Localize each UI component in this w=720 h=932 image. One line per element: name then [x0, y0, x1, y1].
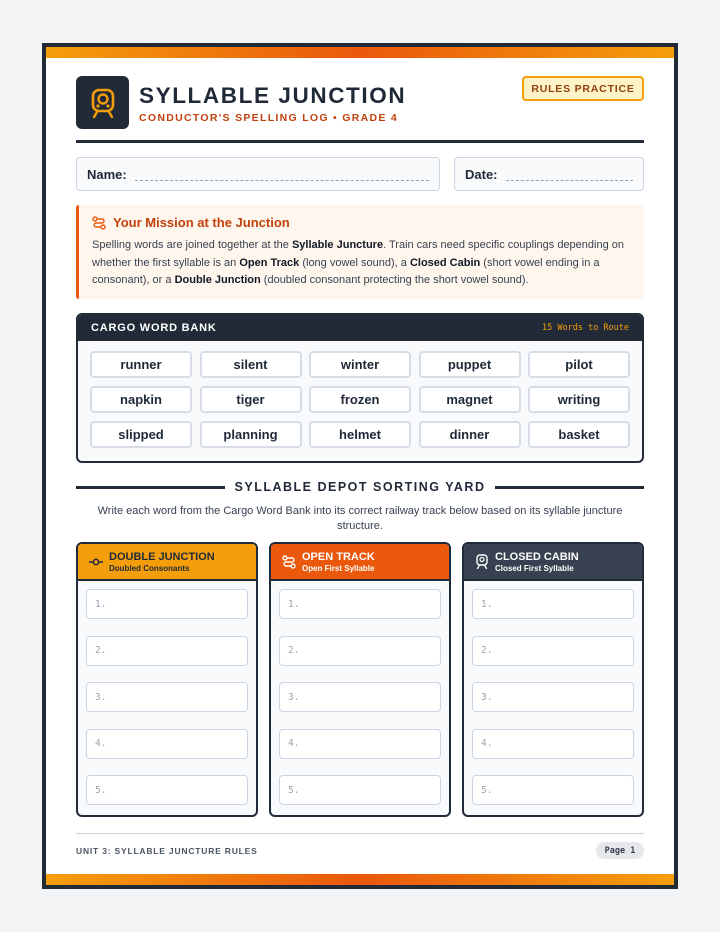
answer-slot[interactable]: 5. [472, 775, 634, 805]
track-closed-cabin [462, 542, 644, 817]
word-chip[interactable]: basket [528, 421, 630, 448]
date-field[interactable] [454, 157, 644, 191]
route-icon [92, 216, 106, 230]
answer-slot[interactable]: 4. [86, 729, 248, 759]
word-chip[interactable]: puppet [419, 351, 521, 378]
date-label: Date: [465, 166, 498, 182]
commit-icon [88, 554, 104, 570]
answer-slot[interactable]: 1. [279, 589, 441, 619]
answer-slot[interactable]: 2. [472, 636, 634, 666]
word-chip[interactable]: writing [528, 386, 630, 413]
sorting-yard-title: SYLLABLE DEPOT SORTING YARD [234, 480, 486, 494]
track-subtitle: Doubled Consonants [109, 563, 190, 573]
word-bank [76, 313, 644, 463]
word-bank-title: CARGO WORD BANK [91, 322, 217, 334]
footer-unit: UNIT 3: SYLLABLE JUNCTURE RULES [76, 846, 258, 856]
track-header [271, 544, 449, 581]
track-name: DOUBLE JUNCTION [109, 550, 215, 563]
word-chip[interactable]: winter [309, 351, 411, 378]
mission-text: Spelling words are joined together at the Syllable Juncture. Train cars need specific couplings depending on whether the first syllable is an Open Track (long vowel sound), a Closed Cabin (short vowel ending in a consonant), or a Double Junction (doubled consonant protecting the short vowel sound). [92, 239, 624, 286]
mission-box [76, 205, 644, 299]
heading-rule-right [495, 486, 644, 489]
route-icon [281, 554, 297, 570]
name-label: Name: [87, 166, 127, 182]
top-accent-band [46, 47, 674, 58]
page-title: SYLLABLE JUNCTION [139, 83, 407, 108]
logo [76, 76, 129, 129]
heading-rule-left [76, 486, 225, 489]
rules-practice-badge: RULES PRACTICE [522, 76, 644, 101]
track-subtitle: Closed First Syllable [495, 563, 574, 573]
word-bank-grid [78, 341, 642, 448]
word-chip[interactable]: helmet [309, 421, 411, 448]
sorting-yard-heading [76, 479, 644, 495]
word-bank-header [78, 315, 642, 341]
answer-slot[interactable]: 1. [86, 589, 248, 619]
name-field[interactable] [76, 157, 440, 191]
word-chip[interactable]: runner [90, 351, 192, 378]
track-header [78, 544, 256, 581]
train-icon [88, 87, 118, 119]
sorting-instructions: Write each word from the Cargo Word Bank into its correct railway track below based on its syllable juncture structure. [97, 505, 623, 532]
name-write-line[interactable] [135, 167, 429, 181]
answer-slot[interactable]: 3. [86, 682, 248, 712]
worksheet-page [46, 47, 674, 885]
word-bank-count: 15 Words to Route [542, 323, 629, 333]
header-divider [76, 140, 644, 143]
word-chip[interactable]: magnet [419, 386, 521, 413]
track-open-track [269, 542, 451, 817]
track-name: OPEN TRACK [302, 550, 375, 563]
page-subtitle: CONDUCTOR'S SPELLING LOG • GRADE 4 [139, 112, 399, 124]
mission-heading [92, 215, 630, 230]
word-chip[interactable]: planning [200, 421, 302, 448]
word-chip[interactable]: tiger [200, 386, 302, 413]
answer-slot[interactable]: 4. [279, 729, 441, 759]
page-frame [42, 43, 678, 889]
answer-slot[interactable]: 5. [279, 775, 441, 805]
word-chip[interactable]: frozen [309, 386, 411, 413]
word-chip[interactable]: pilot [528, 351, 630, 378]
answer-slot[interactable]: 1. [472, 589, 634, 619]
page-number-badge: Page 1 [596, 842, 644, 859]
word-chip[interactable]: silent [200, 351, 302, 378]
word-chip[interactable]: napkin [90, 386, 192, 413]
track-subtitle: Open First Syllable [302, 563, 375, 573]
footer-divider [76, 833, 644, 834]
mission-title: Your Mission at the Junction [113, 215, 290, 230]
answer-slot[interactable]: 4. [472, 729, 634, 759]
date-write-line[interactable] [506, 167, 633, 181]
answer-slot[interactable]: 3. [279, 682, 441, 712]
answer-slot[interactable]: 3. [472, 682, 634, 712]
answer-slot[interactable]: 5. [86, 775, 248, 805]
track-double-junction [76, 542, 258, 817]
answer-slot[interactable]: 2. [279, 636, 441, 666]
train-icon [474, 554, 490, 570]
word-chip[interactable]: slipped [90, 421, 192, 448]
answer-slot[interactable]: 2. [86, 636, 248, 666]
track-name: CLOSED CABIN [495, 550, 579, 563]
word-chip[interactable]: dinner [419, 421, 521, 448]
track-header [464, 544, 642, 581]
bottom-accent-band [46, 874, 674, 885]
